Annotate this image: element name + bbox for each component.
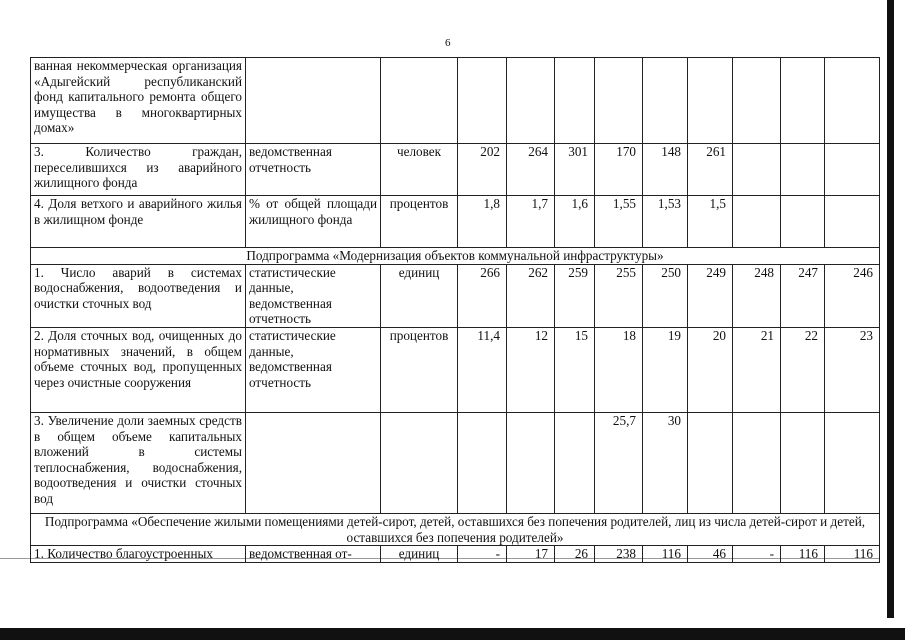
value-cell — [733, 196, 781, 248]
value-cell: 116 — [781, 546, 825, 563]
data-source — [246, 58, 381, 144]
value-cell: 202 — [458, 144, 507, 196]
unit — [381, 412, 458, 513]
unit: единиц — [381, 264, 458, 327]
scan-edge-bottom — [0, 628, 905, 640]
value-cell: 26 — [555, 546, 595, 563]
value-cell: 246 — [825, 264, 880, 327]
data-source: ведомственная от- — [246, 546, 381, 563]
unit: процентов — [381, 196, 458, 248]
value-cell — [781, 412, 825, 513]
indicator-name: 2. Доля сточных вод, очищенных до нормативных значений, в общем объеме сточных вод, пропущенных через очистные сооружения — [31, 327, 246, 412]
value-cell: 12 — [507, 327, 555, 412]
value-cell: 262 — [507, 264, 555, 327]
unit: процентов — [381, 327, 458, 412]
value-cell: 247 — [781, 264, 825, 327]
value-cell: 264 — [507, 144, 555, 196]
value-cell — [825, 144, 880, 196]
value-cell: 20 — [688, 327, 733, 412]
data-source: статистические данные, ведомственная отчетность — [246, 264, 381, 327]
value-cell: 259 — [555, 264, 595, 327]
table-row — [31, 327, 880, 412]
value-cell: 1,8 — [458, 196, 507, 248]
table-row — [31, 412, 880, 513]
indicator-name: 1. Количество благоустроенных — [31, 546, 246, 563]
value-cell — [781, 196, 825, 248]
value-cell: 1,5 — [688, 196, 733, 248]
value-cell — [733, 412, 781, 513]
value-cell — [781, 144, 825, 196]
value-cell — [688, 58, 733, 144]
value-cell: 17 — [507, 546, 555, 563]
value-cell: 301 — [555, 144, 595, 196]
unit: человек — [381, 144, 458, 196]
value-cell: 116 — [643, 546, 688, 563]
data-source: % от общей площади жилищного фонда — [246, 196, 381, 248]
value-cell: 1,6 — [555, 196, 595, 248]
section-title: Подпрограмма «Модернизация объектов коммунальной инфраструктуры» — [31, 248, 880, 265]
value-cell: 15 — [555, 327, 595, 412]
value-cell — [507, 412, 555, 513]
unit: единиц — [381, 546, 458, 563]
unit — [381, 58, 458, 144]
value-cell: 1,53 — [643, 196, 688, 248]
value-cell — [781, 58, 825, 144]
indicator-name: 4. Доля ветхого и аварийного жилья в жилищном фонде — [31, 196, 246, 248]
value-cell: 1,7 — [507, 196, 555, 248]
value-cell: 170 — [595, 144, 643, 196]
data-source: ведомственная отчетность — [246, 144, 381, 196]
value-cell — [507, 58, 555, 144]
indicator-name: 3. Увеличение доли заемных средств в общем объеме капитальных вложений в системы теплоснабжения, водоснабжения, водоотведения и очистки сточных вод — [31, 412, 246, 513]
indicator-name: ванная некоммерческая организация «Адыгейский республиканский фонд капитального ремонта общего имущества в многоквартирных домах» — [31, 58, 246, 144]
value-cell — [458, 412, 507, 513]
value-cell: 23 — [825, 327, 880, 412]
value-cell — [825, 58, 880, 144]
value-cell: 255 — [595, 264, 643, 327]
value-cell: 261 — [688, 144, 733, 196]
value-cell: 238 — [595, 546, 643, 563]
value-cell: - — [458, 546, 507, 563]
value-cell — [643, 58, 688, 144]
section-title: Подпрограмма «Обеспечение жилыми помещениями детей-сирот, детей, оставшихся без попечения родителей, лиц из числа детей-сирот и детей, оставшихся без попечения родителей» — [31, 513, 880, 545]
value-cell: 266 — [458, 264, 507, 327]
value-cell — [733, 144, 781, 196]
value-cell — [733, 58, 781, 144]
value-cell: 46 — [688, 546, 733, 563]
value-cell — [555, 58, 595, 144]
value-cell: - — [733, 546, 781, 563]
value-cell — [825, 412, 880, 513]
value-cell: 1,55 — [595, 196, 643, 248]
value-cell: 249 — [688, 264, 733, 327]
indicator-name: 1. Число аварий в системах водоснабжения, водоотведения и очистки сточных вод — [31, 264, 246, 327]
indicator-name: 3. Количество граждан, переселившихся из аварийного жилищного фонда — [31, 144, 246, 196]
value-cell: 148 — [643, 144, 688, 196]
data-source — [246, 412, 381, 513]
value-cell: 116 — [825, 546, 880, 563]
value-cell: 248 — [733, 264, 781, 327]
scan-edge-right — [887, 0, 894, 618]
table-row — [31, 144, 880, 196]
value-cell — [688, 412, 733, 513]
value-cell: 18 — [595, 327, 643, 412]
table-row — [31, 58, 880, 144]
section-row — [31, 248, 880, 265]
value-cell: 25,7 — [595, 412, 643, 513]
value-cell: 19 — [643, 327, 688, 412]
page-number: 6 — [445, 37, 451, 49]
value-cell: 250 — [643, 264, 688, 327]
value-cell — [825, 196, 880, 248]
table-row — [31, 546, 880, 563]
value-cell: 30 — [643, 412, 688, 513]
value-cell: 11,4 — [458, 327, 507, 412]
table-row — [31, 196, 880, 248]
value-cell — [458, 58, 507, 144]
value-cell: 22 — [781, 327, 825, 412]
data-source: статистические данные, ведомственная отчетность — [246, 327, 381, 412]
table-body — [31, 58, 880, 563]
table-row — [31, 264, 880, 327]
value-cell — [595, 58, 643, 144]
section-row — [31, 513, 880, 545]
value-cell: 21 — [733, 327, 781, 412]
value-cell — [555, 412, 595, 513]
indicators-table — [30, 57, 880, 563]
